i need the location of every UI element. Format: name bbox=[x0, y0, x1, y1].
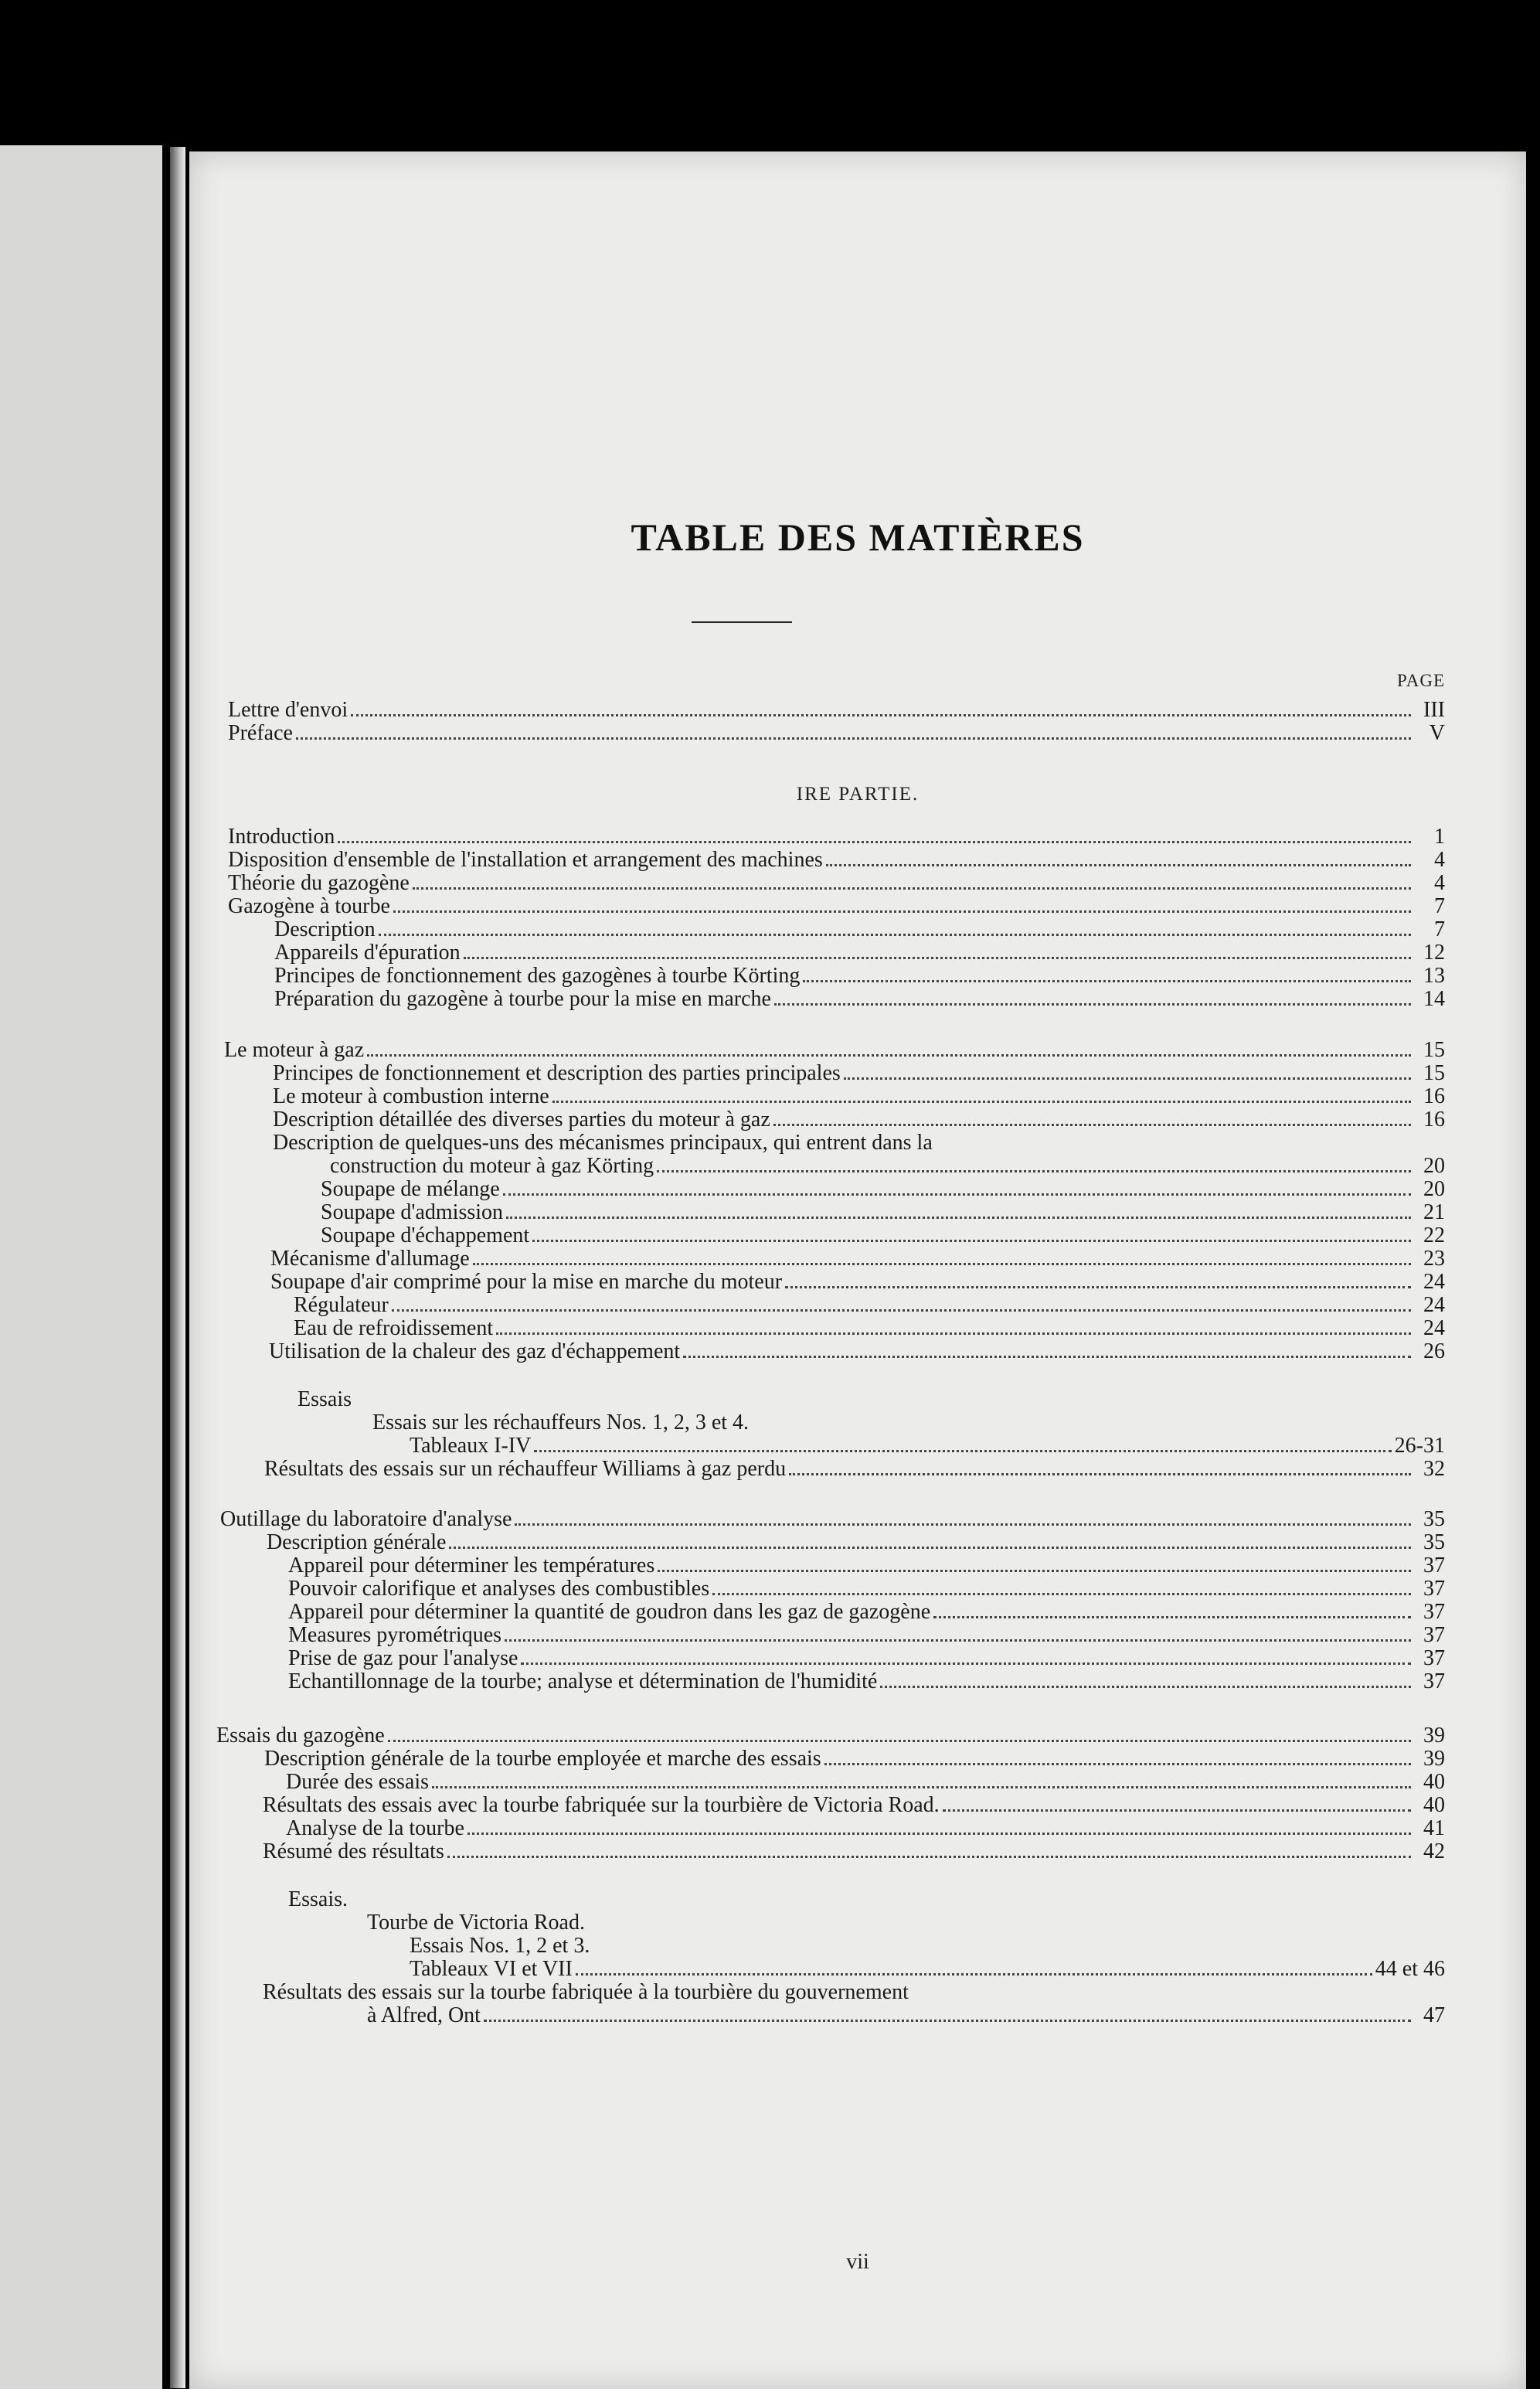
toc-entry-label: Gazogène à tourbe bbox=[228, 894, 390, 918]
toc-entry-label: Description bbox=[274, 917, 376, 941]
toc-entry-label: Outillage du laboratoire d'analyse bbox=[220, 1507, 512, 1531]
toc-entry-label: Echantillonnage de la tourbe; analyse et détermination de l'humidité bbox=[288, 1669, 878, 1693]
toc-entry bbox=[228, 699, 1445, 722]
toc-entry-page: 13 bbox=[1423, 964, 1445, 988]
toc-entry-label: Measures pyrométriques bbox=[288, 1623, 502, 1647]
toc-entry bbox=[263, 1840, 1445, 1863]
toc-entry bbox=[286, 1771, 1445, 1794]
toc-entry-page: 15 bbox=[1423, 1038, 1445, 1062]
toc-entry-label: Soupape d'échappement bbox=[321, 1223, 530, 1247]
toc-entry bbox=[228, 849, 1445, 872]
leader-dots bbox=[576, 1972, 1372, 1976]
page-folio: vii bbox=[846, 2250, 869, 2274]
toc-entry-label: Résultats des essais avec la tourbe fabriquée sur la tourbière de Victoria Road. bbox=[263, 1793, 940, 1817]
toc-entry-page: III bbox=[1423, 698, 1445, 722]
toc-entry bbox=[274, 965, 1445, 988]
toc-entry-label: Soupape d'admission bbox=[321, 1200, 504, 1224]
toc-entry-page: 47 bbox=[1423, 2003, 1445, 2027]
toc-entry-label: Durée des essais bbox=[286, 1770, 430, 1794]
toc-entry-page: 32 bbox=[1423, 1457, 1445, 1481]
leader-dots bbox=[532, 1239, 1411, 1242]
toc-entry-label: à Alfred, Ont bbox=[367, 2003, 481, 2027]
toc-entry-page: 20 bbox=[1423, 1154, 1445, 1178]
toc-entry bbox=[294, 1317, 1445, 1340]
leader-dots bbox=[683, 1355, 1411, 1358]
previous-page-edge bbox=[0, 145, 162, 2389]
toc-entry-label: Le moteur à gaz bbox=[224, 1038, 365, 1062]
leader-dots bbox=[534, 1449, 1391, 1452]
binding-shadow bbox=[170, 147, 185, 2388]
toc-entry bbox=[273, 1085, 1445, 1108]
page-column-header: PAGE bbox=[1397, 671, 1445, 690]
leader-dots bbox=[388, 1739, 1411, 1742]
toc-entry-label: Le moteur à combustion interne bbox=[273, 1084, 549, 1108]
toc-entry bbox=[228, 825, 1445, 849]
toc-entry-page: 12 bbox=[1423, 941, 1445, 965]
leader-dots bbox=[880, 1685, 1411, 1688]
toc-entry-label: Introduction bbox=[228, 825, 335, 849]
toc-entry-page: 4 bbox=[1434, 871, 1445, 895]
toc-entry-page: 39 bbox=[1423, 1747, 1445, 1771]
toc-entry-label: Soupape d'air comprimé pour la mise en marche du moteur bbox=[270, 1270, 783, 1294]
leader-dots bbox=[521, 1662, 1411, 1665]
toc-entry bbox=[410, 1958, 1445, 1981]
leader-dots bbox=[505, 1639, 1411, 1642]
toc-entry-page: 37 bbox=[1423, 1554, 1445, 1577]
toc-entry bbox=[321, 1201, 1445, 1224]
toc-entry bbox=[269, 1340, 1445, 1363]
toc-entry bbox=[288, 1554, 1445, 1577]
toc-entry-page: 23 bbox=[1423, 1247, 1445, 1271]
toc-entry bbox=[288, 1647, 1445, 1670]
toc-entry bbox=[228, 872, 1445, 895]
toc-entry-page: V bbox=[1429, 721, 1445, 745]
leader-dots bbox=[464, 956, 1411, 959]
toc-entry bbox=[220, 1508, 1445, 1531]
toc-entry bbox=[294, 1294, 1445, 1317]
part-heading: IRE PARTIE. bbox=[796, 784, 920, 805]
toc-entry-label: Appareil pour déterminer la quantité de goudron dans les gaz de gazogène bbox=[288, 1600, 931, 1624]
toc-entry-page: 7 bbox=[1434, 894, 1445, 918]
toc-entry-page: 41 bbox=[1423, 1816, 1445, 1840]
toc-entry bbox=[330, 1155, 1445, 1178]
leader-dots bbox=[785, 1285, 1411, 1288]
toc-entry-page: 37 bbox=[1423, 1646, 1445, 1670]
toc-entry-page: 35 bbox=[1423, 1530, 1445, 1554]
leader-dots bbox=[789, 1472, 1411, 1475]
leader-dots bbox=[844, 1077, 1411, 1080]
leader-dots bbox=[393, 910, 1411, 913]
title-rule bbox=[692, 621, 792, 623]
toc-entry bbox=[263, 1794, 1445, 1817]
toc-entry-label: Appareils d'épuration bbox=[274, 941, 461, 965]
leader-dots bbox=[392, 1309, 1411, 1312]
leader-dots bbox=[338, 840, 1411, 843]
leader-dots bbox=[552, 1100, 1411, 1103]
leader-dots bbox=[496, 1332, 1411, 1335]
toc-entry-page: 14 bbox=[1423, 987, 1445, 1011]
toc-entry-page: 20 bbox=[1423, 1177, 1445, 1201]
toc-entry-page: 21 bbox=[1423, 1200, 1445, 1224]
toc-entry-label: Description générale bbox=[267, 1530, 447, 1554]
toc-entry-label: Description de quelques-uns des mécanismes principaux, qui entrent dans la bbox=[273, 1131, 933, 1155]
toc-entry-label: Principes de fonctionnement et description des parties principales bbox=[273, 1061, 841, 1085]
toc-entry-label: Préface bbox=[228, 721, 293, 745]
page-title: TABLE DES MATIÈRES bbox=[631, 516, 1085, 559]
toc-entry-label: Essais sur les réchauffeurs Nos. 1, 2, 3 et 4. bbox=[372, 1411, 750, 1434]
leader-dots bbox=[773, 1123, 1411, 1126]
toc-entry-label: Soupape de mélange bbox=[321, 1177, 500, 1201]
leader-dots bbox=[658, 1569, 1411, 1572]
toc-entry bbox=[267, 1531, 1445, 1554]
leader-dots bbox=[933, 1615, 1411, 1618]
toc-entry-page: 16 bbox=[1423, 1084, 1445, 1108]
toc-entry-page: 22 bbox=[1423, 1223, 1445, 1247]
toc-entry bbox=[264, 1748, 1445, 1771]
leader-dots bbox=[515, 1523, 1411, 1526]
leader-dots bbox=[467, 1832, 1411, 1835]
toc-entry bbox=[274, 941, 1445, 965]
toc-entry bbox=[273, 1108, 1445, 1132]
leader-dots bbox=[447, 1855, 1411, 1858]
toc-entry-label: Théorie du gazogène bbox=[228, 871, 410, 895]
toc-entry bbox=[286, 1817, 1445, 1840]
toc-entry bbox=[410, 1434, 1445, 1458]
toc-entry-label: Mécanisme d'allumage bbox=[270, 1247, 470, 1271]
toc-entry-page: 35 bbox=[1423, 1507, 1445, 1531]
toc-entry bbox=[288, 1670, 1445, 1693]
toc-entry-label: Lettre d'envoi bbox=[228, 698, 348, 722]
toc-entry bbox=[321, 1224, 1445, 1247]
leader-dots bbox=[367, 1053, 1411, 1057]
toc-entry bbox=[264, 1458, 1445, 1481]
toc-entry-page: 26 bbox=[1423, 1339, 1445, 1363]
toc-entry-label: Utilisation de la chaleur des gaz d'échappement bbox=[269, 1339, 681, 1363]
toc-entry-label: Pouvoir calorifique et analyses des combustibles bbox=[288, 1577, 710, 1601]
toc-entry-label: Résumé des résultats bbox=[263, 1839, 444, 1863]
leader-dots bbox=[506, 1216, 1411, 1219]
leader-dots bbox=[449, 1546, 1411, 1549]
toc-entry-page: 26-31 bbox=[1394, 1434, 1445, 1458]
toc-entry-page: 24 bbox=[1423, 1293, 1445, 1317]
toc-entry-label: Tableaux VI et VII bbox=[410, 1957, 573, 1981]
toc-entry-label: Eau de refroidissement bbox=[294, 1316, 494, 1340]
toc-entry-label: Essais du gazogène bbox=[216, 1724, 385, 1748]
toc-entry-page: 7 bbox=[1434, 917, 1445, 941]
toc-entry-page: 15 bbox=[1423, 1061, 1445, 1085]
toc-entry-label: Régulateur bbox=[294, 1293, 389, 1317]
toc-entry-label: Résultats des essais sur un réchauffeur Williams à gaz perdu bbox=[264, 1457, 787, 1481]
toc-entry bbox=[367, 2004, 1445, 2027]
toc-entry-page: 37 bbox=[1423, 1577, 1445, 1601]
toc-entry-label: Tableaux I-IV bbox=[410, 1434, 532, 1458]
toc-entry-label: Appareil pour déterminer les températures bbox=[288, 1554, 655, 1577]
toc-entry-label: Essais bbox=[297, 1387, 352, 1411]
toc-entry-label: Essais Nos. 1, 2 et 3. bbox=[410, 1934, 590, 1958]
leader-dots bbox=[824, 1762, 1411, 1765]
toc-entry bbox=[288, 1577, 1445, 1601]
toc-entry-page: 37 bbox=[1423, 1669, 1445, 1693]
toc-entry-page: 24 bbox=[1423, 1316, 1445, 1340]
toc-entry bbox=[274, 988, 1445, 1011]
toc-entry-label: Description détaillée des diverses parties du moteur à gaz bbox=[273, 1108, 770, 1132]
leader-dots bbox=[826, 863, 1411, 866]
toc-entry bbox=[270, 1271, 1445, 1294]
toc-entry-page: 1 bbox=[1434, 825, 1445, 849]
leader-dots bbox=[296, 737, 1411, 740]
toc-entry bbox=[270, 1247, 1445, 1271]
toc-entry-label: Tourbe de Victoria Road. bbox=[367, 1911, 585, 1935]
toc-entry-page: 42 bbox=[1423, 1839, 1445, 1863]
toc-entry-label: Préparation du gazogène à tourbe pour la mise en marche bbox=[274, 987, 771, 1011]
leader-dots bbox=[803, 979, 1411, 982]
leader-dots bbox=[657, 1169, 1411, 1172]
toc-entry bbox=[228, 722, 1445, 745]
leader-dots bbox=[503, 1193, 1411, 1196]
toc-entry bbox=[228, 895, 1445, 918]
toc-entry bbox=[321, 1178, 1445, 1201]
toc-entry-page: 4 bbox=[1434, 848, 1445, 872]
toc-entry-page: 16 bbox=[1423, 1108, 1445, 1132]
toc-entry-label: construction du moteur à gaz Körting bbox=[330, 1154, 654, 1178]
leader-dots bbox=[484, 2019, 1411, 2022]
leader-dots bbox=[943, 1809, 1411, 1812]
toc-entry-label: Description générale de la tourbe employée et marche des essais bbox=[264, 1747, 821, 1771]
toc-entry bbox=[273, 1062, 1445, 1085]
toc-entry bbox=[288, 1601, 1445, 1624]
toc-entry-page: 39 bbox=[1423, 1724, 1445, 1748]
toc-entry-label: Résultats des essais sur la tourbe fabriquée à la tourbière du gouvernement bbox=[263, 1980, 909, 2004]
toc-entry-page: 37 bbox=[1423, 1600, 1445, 1624]
toc-entry-label: Principes de fonctionnement des gazogènes à tourbe Körting bbox=[274, 964, 801, 988]
leader-dots bbox=[432, 1785, 1411, 1788]
toc-entry-label: Analyse de la tourbe bbox=[286, 1816, 464, 1840]
toc-entry bbox=[288, 1624, 1445, 1647]
leader-dots bbox=[351, 713, 1411, 716]
leader-dots bbox=[379, 933, 1411, 936]
toc-entry-page: 44 et 46 bbox=[1375, 1957, 1445, 1981]
leader-dots bbox=[774, 1002, 1411, 1006]
toc-entry-page: 40 bbox=[1423, 1793, 1445, 1817]
leader-dots bbox=[473, 1262, 1411, 1265]
toc-entry-page: 37 bbox=[1423, 1623, 1445, 1647]
toc-entry bbox=[216, 1724, 1445, 1748]
toc-entry-label: Prise de gaz pour l'analyse bbox=[288, 1646, 518, 1670]
toc-entry-label: Essais. bbox=[288, 1887, 348, 1911]
document-page bbox=[189, 151, 1526, 2389]
toc-entry bbox=[274, 918, 1445, 941]
toc-entry-page: 24 bbox=[1423, 1270, 1445, 1294]
leader-dots bbox=[413, 887, 1411, 890]
toc-entry-label: Disposition d'ensemble de l'installation et arrangement des machines bbox=[228, 848, 823, 872]
toc-entry bbox=[224, 1039, 1445, 1062]
toc-entry-page: 40 bbox=[1423, 1770, 1445, 1794]
leader-dots bbox=[712, 1592, 1411, 1595]
